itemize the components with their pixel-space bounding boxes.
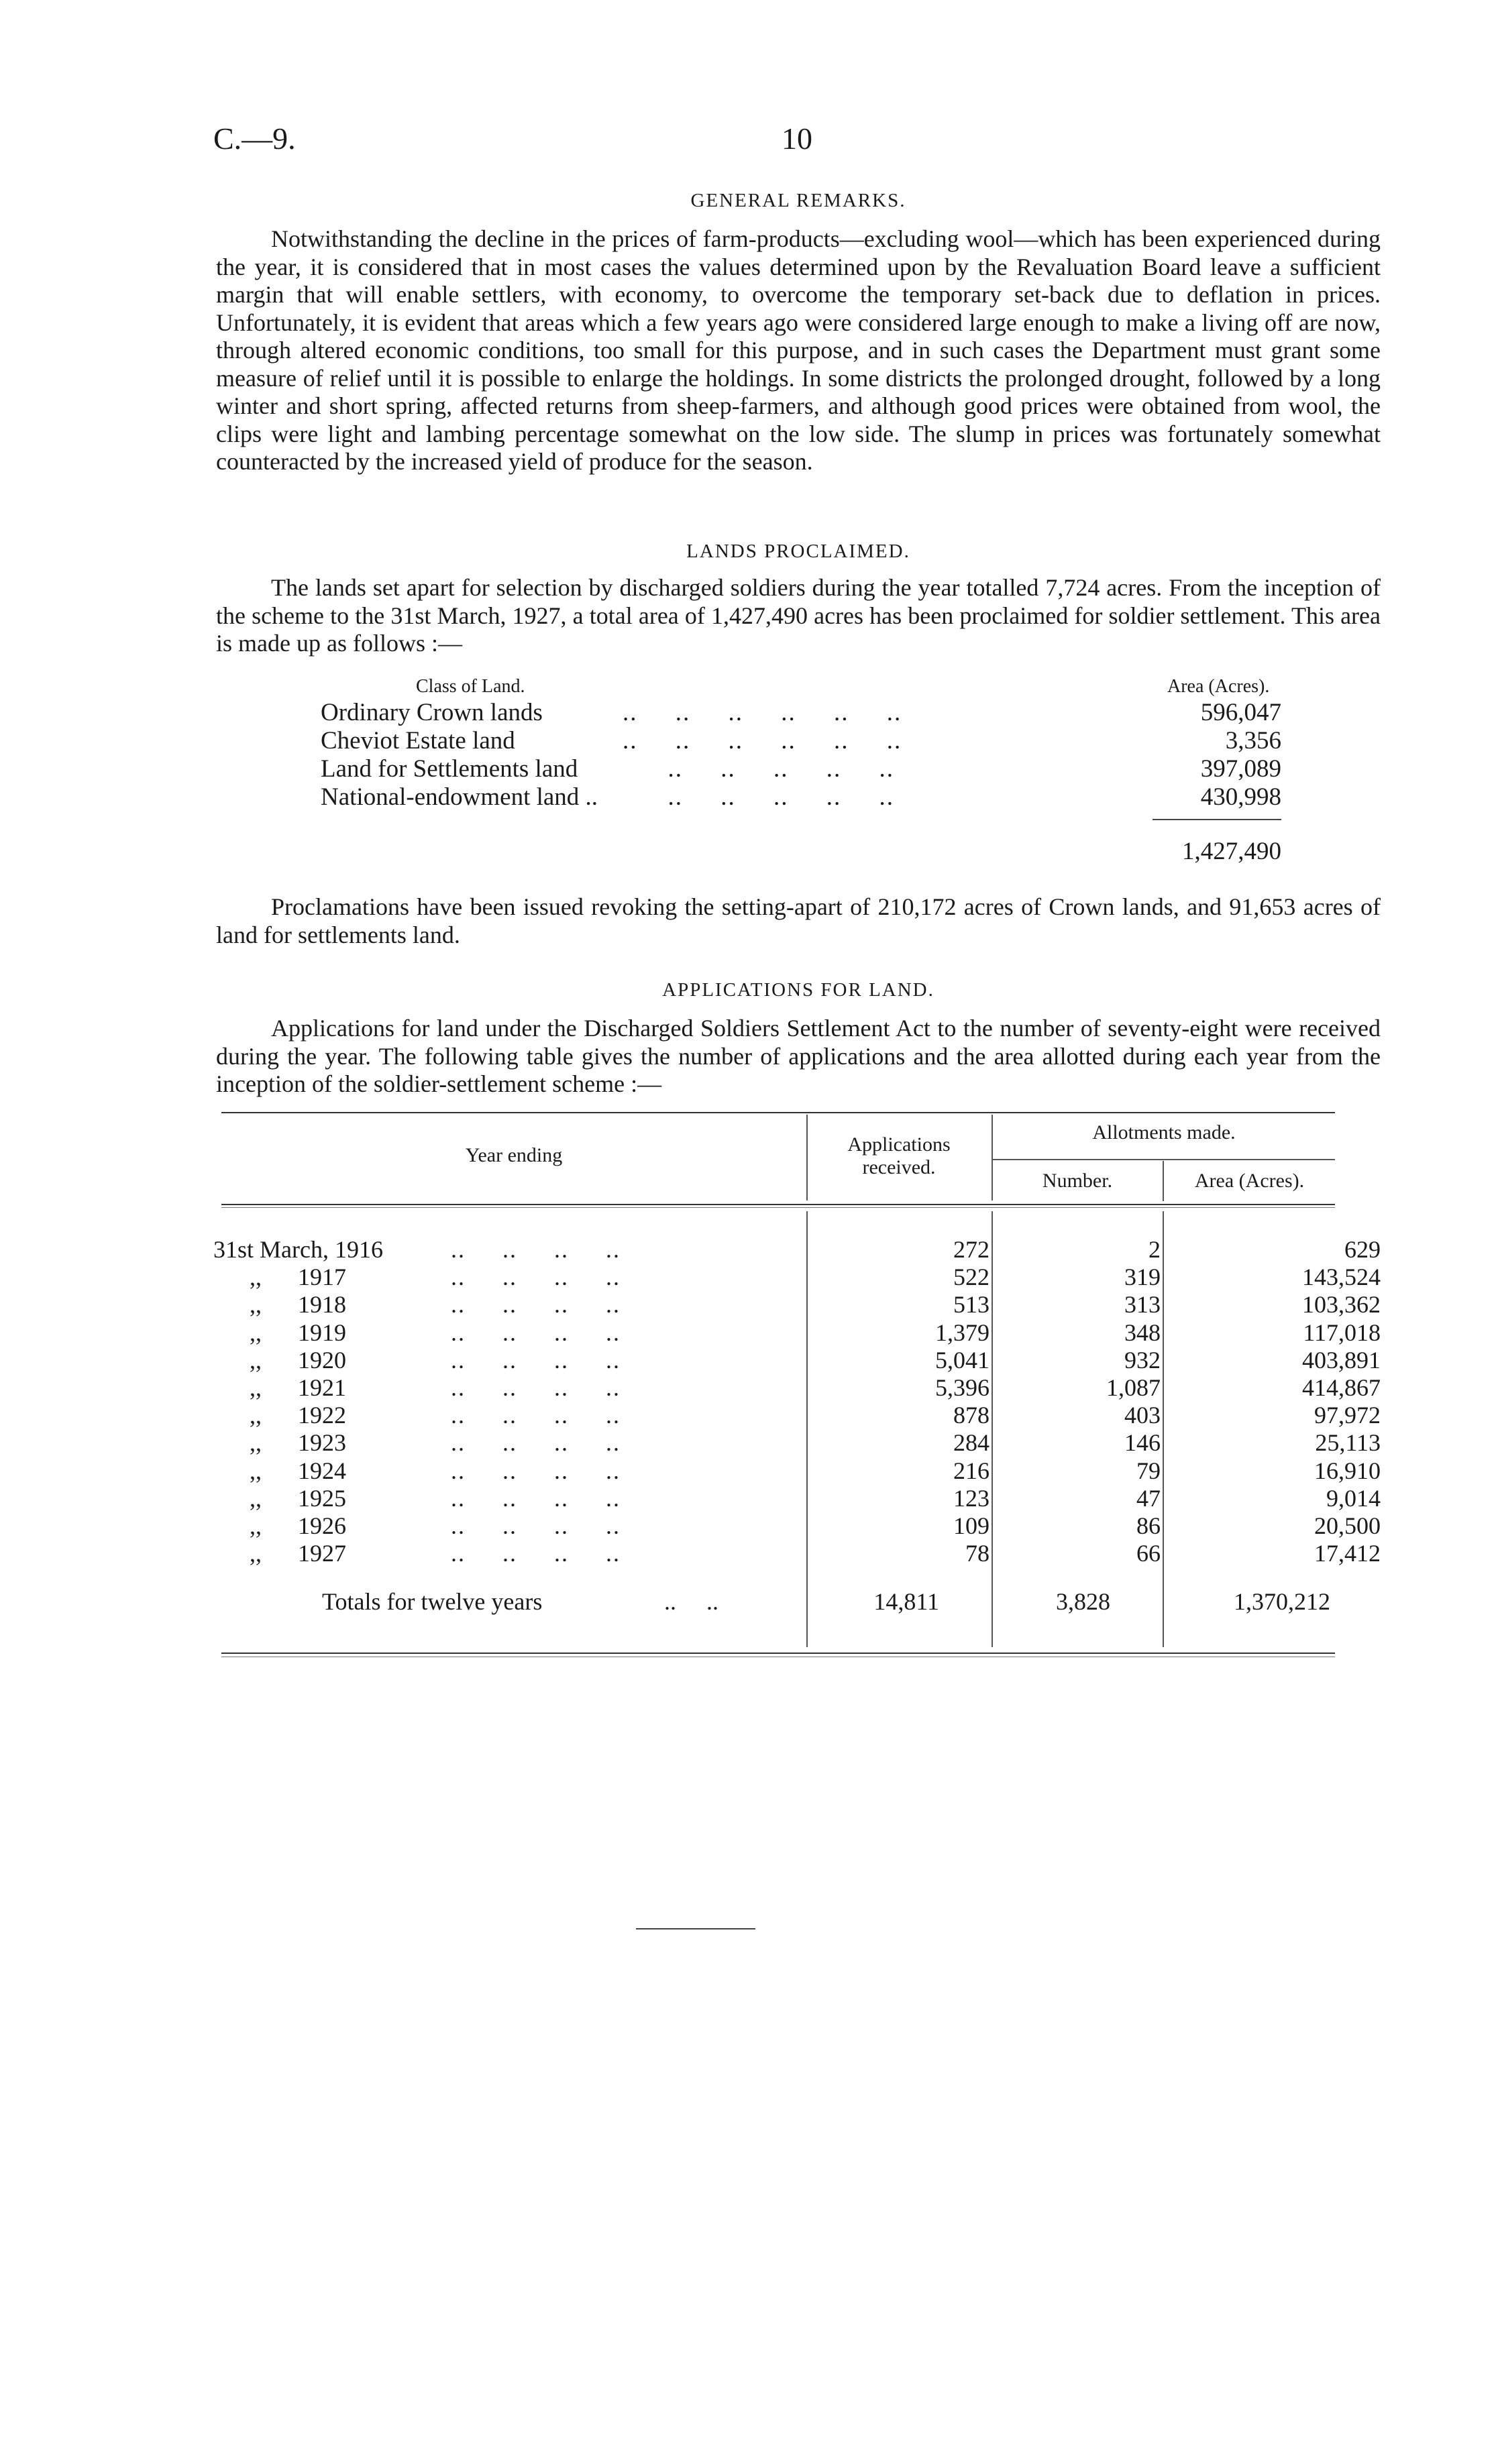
general-remarks-heading: GENERAL REMARKS. bbox=[690, 190, 906, 211]
lands-row bbox=[321, 754, 1281, 783]
applications-cell: 272 bbox=[953, 1236, 989, 1263]
applications-cell: 522 bbox=[953, 1264, 989, 1291]
footer-rule bbox=[636, 1928, 755, 1929]
lands-total: 1,427,490 bbox=[1182, 838, 1281, 865]
applications-cell: 123 bbox=[953, 1484, 989, 1512]
applications-cell: 5,041 bbox=[935, 1346, 989, 1374]
table-row bbox=[213, 1319, 1381, 1346]
applications-cell: 216 bbox=[953, 1457, 989, 1484]
col-number: Number. bbox=[1042, 1170, 1113, 1192]
applications-cell: 109 bbox=[953, 1512, 989, 1539]
lands-row-value: 430,998 bbox=[1200, 783, 1281, 811]
lands-row bbox=[321, 783, 1281, 811]
area-cell: 25,113 bbox=[1315, 1429, 1381, 1457]
totals-area: 1,370,212 bbox=[1234, 1588, 1330, 1615]
leader-dots: .. .. .. .. bbox=[451, 1429, 621, 1457]
area-cell: 103,362 bbox=[1302, 1291, 1381, 1319]
allotments-rule bbox=[992, 1159, 1335, 1160]
lands-row bbox=[321, 726, 1281, 754]
number-cell: 79 bbox=[1136, 1457, 1161, 1484]
totals-applications: 14,811 bbox=[873, 1588, 939, 1615]
leader-dots: .. .. .. .. .. bbox=[623, 755, 894, 783]
table-row bbox=[213, 1539, 1381, 1567]
leader-dots: .. .. .. .. bbox=[451, 1484, 621, 1512]
area-cell: 414,867 bbox=[1302, 1374, 1381, 1401]
area-cell: 629 bbox=[1344, 1236, 1381, 1263]
area-cell: 16,910 bbox=[1314, 1457, 1381, 1484]
leader-dots: .. .. .. .. .. bbox=[623, 783, 894, 811]
number-cell: 313 bbox=[1124, 1291, 1161, 1319]
proclamations-paragraph: Proclamations have been issued revoking the setting-apart of 210,172 acres of Crown lands, and 91,653 acres of land for settlements land. bbox=[216, 893, 1381, 948]
leader-dots: .. .. .. .. bbox=[451, 1291, 621, 1319]
leader-dots: .. .. .. .. bbox=[451, 1512, 621, 1539]
leader-dots: .. .. .. .. .. .. bbox=[623, 699, 902, 726]
lands-row-label: Ordinary Crown lands bbox=[321, 699, 543, 726]
table-row bbox=[213, 1484, 1381, 1512]
leader-dots: .. .. .. .. bbox=[451, 1374, 621, 1401]
header-bottom-rule-2 bbox=[221, 1207, 1335, 1208]
table-row bbox=[213, 1401, 1381, 1429]
table-row bbox=[213, 1374, 1381, 1401]
lands-row-value: 3,356 bbox=[1225, 727, 1281, 754]
col-applications-line1: Applications bbox=[847, 1133, 951, 1156]
year-cell: ,, 1926 bbox=[213, 1512, 346, 1539]
table-row bbox=[213, 1235, 1381, 1263]
year-cell: ,, 1917 bbox=[213, 1264, 346, 1291]
lands-row-value: 397,089 bbox=[1200, 755, 1281, 783]
number-cell: 1,087 bbox=[1106, 1374, 1161, 1401]
lands-row-label: Land for Settlements land bbox=[321, 755, 578, 783]
general-remarks-paragraph: Notwithstanding the decline in the prices of farm-products—excluding wool—which has been experienced during the year, it is considered that in most cases the values determined upon by the Revaluation Board leave a sufficient margin that will enable settlers, with economy, to overcome the temporary set-back due to deflation in prices. Unfortunately, it is evident that areas which a few years ago were considered large enough to make a living off are now, through altered economic conditions, too small for this purpose, and in such cases the Department must grant some measure of relief until it is possible to enlarge the holdings. In some districts the prolonged drought, followed by a long winter and short spring, affected returns from sheep-farmers, and although good prices were obtained from wool, the clips were light and lambing percentage somewhat on the low side. The slump in prices was fortunately somewhat counteracted by the increased yield of produce for the season. bbox=[216, 225, 1381, 475]
number-cell: 403 bbox=[1124, 1402, 1161, 1429]
year-cell: ,, 1922 bbox=[213, 1402, 346, 1429]
lands-row-label: National-endowment land .. bbox=[321, 783, 598, 811]
applications-cell: 878 bbox=[953, 1402, 989, 1429]
lands-col-class: Class of Land. bbox=[416, 676, 525, 697]
number-cell: 86 bbox=[1136, 1512, 1161, 1539]
totals-label bbox=[322, 1587, 542, 1616]
col-year-ending: Year ending bbox=[465, 1144, 563, 1166]
area-cell: 9,014 bbox=[1326, 1484, 1381, 1512]
leader-dots: .. .. .. .. .. .. bbox=[623, 727, 902, 754]
leader-dots: .. .. .. .. bbox=[451, 1402, 621, 1429]
col-area: Area (Acres). bbox=[1194, 1170, 1305, 1192]
lands-row-value: 596,047 bbox=[1200, 699, 1281, 726]
applications-cell: 284 bbox=[953, 1429, 989, 1457]
year-cell: ,, 1924 bbox=[213, 1457, 346, 1484]
year-cell: ,, 1925 bbox=[213, 1484, 346, 1512]
leader-dots: .. .. .. .. bbox=[451, 1346, 621, 1374]
area-cell: 117,018 bbox=[1303, 1319, 1381, 1346]
leader-dots: .. .. .. .. bbox=[451, 1264, 621, 1291]
area-cell: 20,500 bbox=[1314, 1512, 1381, 1539]
table-top-rule bbox=[221, 1112, 1335, 1113]
lands-row bbox=[321, 698, 1281, 726]
leader-dots: .. .. .. .. bbox=[451, 1457, 621, 1484]
area-cell: 97,972 bbox=[1314, 1402, 1381, 1429]
document-reference: C.—9. bbox=[213, 121, 296, 156]
number-cell: 2 bbox=[1148, 1236, 1161, 1263]
number-cell: 319 bbox=[1124, 1264, 1161, 1291]
year-cell: ,, 1921 bbox=[213, 1374, 346, 1401]
leader-dots: .. .. .. .. bbox=[451, 1540, 621, 1567]
applications-cell: 1,379 bbox=[935, 1319, 989, 1346]
lands-row-label: Cheviot Estate land bbox=[321, 727, 515, 754]
number-cell: 146 bbox=[1124, 1429, 1161, 1457]
table-bottom-rule bbox=[221, 1653, 1335, 1654]
totals-label-text: Totals for twelve years bbox=[322, 1588, 543, 1615]
number-cell: 47 bbox=[1136, 1484, 1161, 1512]
lands-proclaimed-intro: The lands set apart for selection by discharged soldiers during the year totalled 7,724 acres. From the inception of the scheme to the 31st March, 1927, a total area of 1,427,490 acres has been proclaimed for soldier settlement. This area is made up as follows :— bbox=[216, 574, 1381, 657]
leader-dots: .. .. bbox=[664, 1588, 718, 1615]
col-allotments: Allotments made. bbox=[1092, 1121, 1236, 1143]
leader-dots: .. .. .. .. bbox=[451, 1319, 621, 1346]
applications-cell: 78 bbox=[965, 1540, 989, 1567]
leader-dots: .. .. .. .. bbox=[451, 1236, 621, 1263]
applications-cell: 513 bbox=[953, 1291, 989, 1319]
lands-col-area: Area (Acres). bbox=[1167, 676, 1270, 697]
applications-heading: APPLICATIONS FOR LAND. bbox=[662, 979, 934, 1001]
col-applications-line2: received. bbox=[862, 1156, 936, 1178]
year-cell: ,, 1927 bbox=[213, 1540, 346, 1567]
applications-cell: 5,396 bbox=[935, 1374, 989, 1401]
number-cell: 66 bbox=[1136, 1540, 1161, 1567]
table-row bbox=[213, 1457, 1381, 1484]
year-cell: ,, 1923 bbox=[213, 1429, 346, 1457]
applications-intro: Applications for land under the Discharged Soldiers Settlement Act to the number of seventy-eight were received during the year. The following table gives the number of applications and the area allotted during each year from the inception of the soldier-settlement scheme :— bbox=[216, 1015, 1381, 1097]
sum-rule bbox=[1153, 819, 1281, 820]
lands-proclaimed-heading: LANDS PROCLAIMED. bbox=[686, 541, 910, 562]
number-cell: 348 bbox=[1124, 1319, 1161, 1346]
area-cell: 143,524 bbox=[1302, 1264, 1381, 1291]
table-row bbox=[213, 1512, 1381, 1539]
area-cell: 403,891 bbox=[1302, 1346, 1381, 1374]
table-row bbox=[213, 1290, 1381, 1319]
year-cell: ,, 1920 bbox=[213, 1346, 346, 1374]
number-cell: 932 bbox=[1124, 1346, 1161, 1374]
area-cell: 17,412 bbox=[1314, 1540, 1381, 1567]
table-row bbox=[213, 1263, 1381, 1291]
year-cell: ,, 1918 bbox=[213, 1291, 346, 1319]
header-bottom-rule bbox=[221, 1204, 1335, 1205]
totals-number: 3,828 bbox=[1056, 1588, 1110, 1615]
table-row bbox=[213, 1429, 1381, 1457]
year-cell: ,, 1919 bbox=[213, 1319, 346, 1346]
table-row bbox=[213, 1346, 1381, 1374]
page-number: 10 bbox=[782, 121, 812, 156]
year-cell: 31st March, 1916 bbox=[213, 1236, 383, 1263]
